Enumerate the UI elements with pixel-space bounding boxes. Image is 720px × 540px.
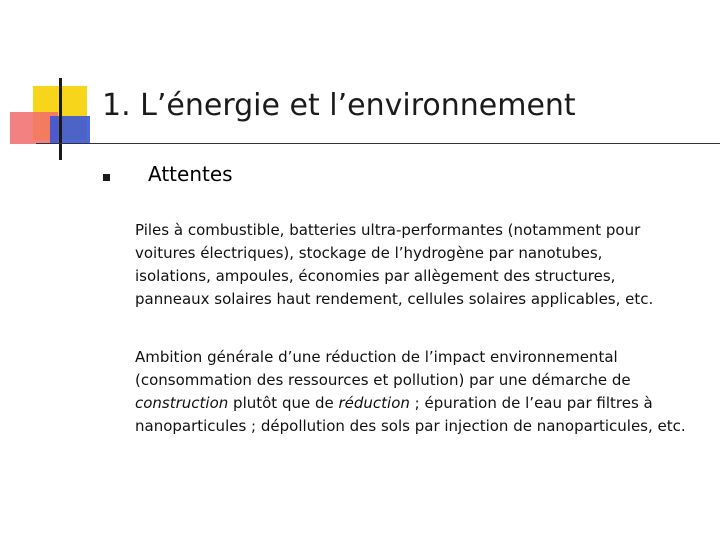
paragraph-ambition-text-1: Ambition générale d’une réduction de l’impact environnemental (consommation des ressources et pollution) par une démarche de [135, 348, 631, 389]
paragraph-ambition-text-3: ; épuration de l’eau par filtres à nanoparticules ; dépollution des sols par injection de nanoparticules, etc. [135, 394, 686, 435]
title-underline-rule [36, 143, 720, 144]
paragraph-expectations: Piles à combustible, batteries ultra-performantes (notamment pour voitures électriques), stockage de l’hydrogène par nanotubes, isolations, ampoules, économies par allègement des structures, panneaux solaires haut rendement, cellules solaires applicables, etc. [135, 221, 654, 308]
paragraph-ambition-text-2: plutôt que de [228, 394, 339, 412]
bullet-marker [103, 174, 110, 181]
emphasis-construction: construction [135, 394, 229, 412]
accent-vertical-rule [59, 78, 62, 160]
accent-blue-rectangle [50, 116, 90, 144]
emphasis-reduction: réduction [338, 394, 410, 412]
bullet-heading: Attentes [148, 162, 233, 186]
slide-title: 1. L’énergie et l’environnement [102, 88, 576, 123]
paragraph-ambition [135, 346, 695, 438]
